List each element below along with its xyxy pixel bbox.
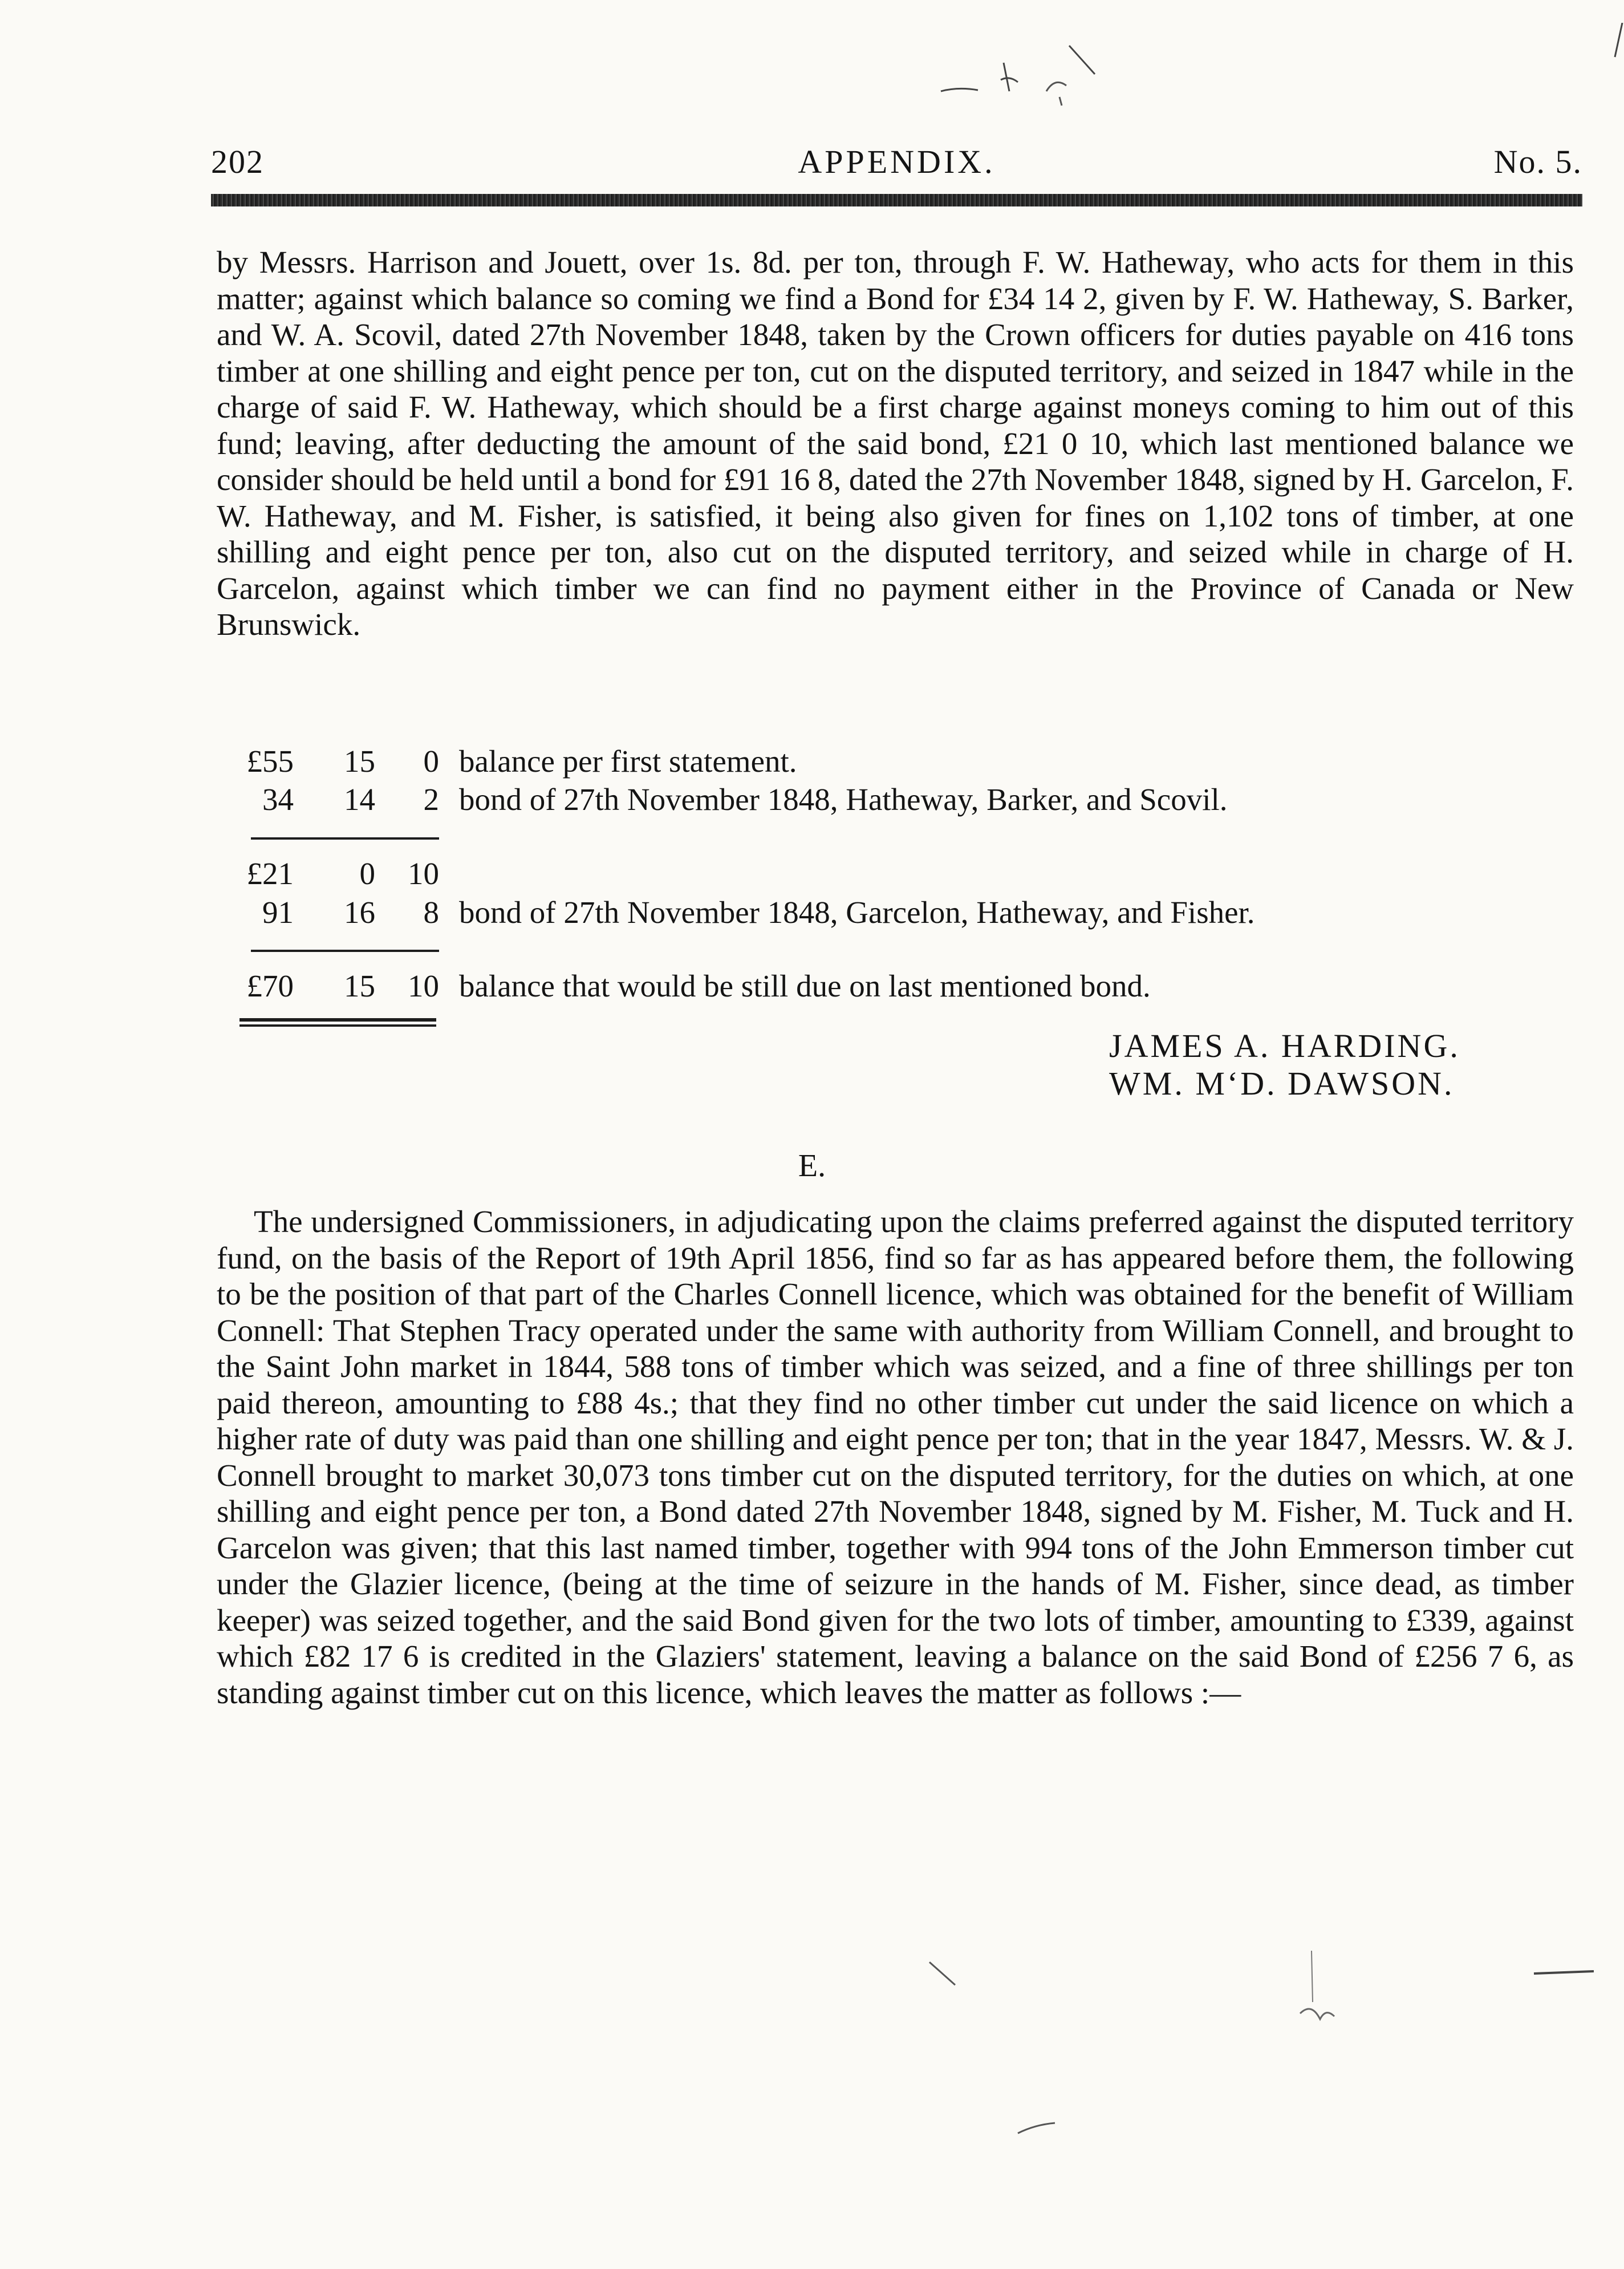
amount-shillings: 16 — [344, 895, 375, 930]
amount-pence: 8 — [423, 895, 439, 930]
page-number: 202 — [211, 143, 264, 180]
account-row — [251, 781, 1562, 818]
appendix-number: No. 5. — [1493, 143, 1582, 180]
row-description: balance per first statement. — [459, 744, 797, 779]
subtotal-rule — [251, 950, 439, 952]
amount-shillings: 0 — [359, 856, 375, 891]
amount-shillings: 14 — [344, 782, 375, 817]
running-title: APPENDIX. — [798, 143, 996, 180]
running-header — [211, 143, 1582, 188]
section-e-paragraph: The undersigned Commissioners, in adjudicating upon the claims preferred against the disputed territory fund, on the basis of the Report of 19th April 1856, find so far as has appeared before them, the following to be the position of that part of the Charles Connell licence, which was obtained for the benefit of William Connell: That Stephen Tracy operated under the same with authority from William Connell, and brought to the Saint John market in 1844, 588 tons of timber which was seized, and a fine of three shillings per ton paid thereon, amounting to £88 4s.; that they find no other timber cut under the said licence on which a higher rate of duty was paid than one shilling and eight pence per ton; that in the year 1847, Messrs. W. & J. Connell brought to market 30,073 tons timber cut on the disputed territory, for the duties on which, at one shilling and eight pence per ton, a Bond dated 27th November 1848, signed by M. Fisher, M. Tuck and H. Garcelon was given; that this last named timber, together with 994 tons of the John Emmerson timber cut under the Glazier licence, (being at the time of seizure in the hands of M. Fisher, since dead, as timber keeper) was seized together, and the said Bond given for the two lots of timber, amounting to £339, against which £82 17 6 is credited in the Glaziers' statement, leaving a balance on the said Bond of £256 7 6, as standing against timber cut on this licence, which leaves the matter as follows :— — [217, 1204, 1574, 1710]
signatory-name: WM. M‘D. DAWSON. — [1109, 1065, 1455, 1102]
account-row — [246, 856, 1562, 892]
amount-pounds: £70 — [246, 969, 294, 1003]
row-description: bond of 27th November 1848, Hatheway, Barker, and Scovil. — [459, 782, 1228, 817]
amount-pounds: £21 — [246, 856, 294, 891]
row-description: balance that would be still due on last mentioned bond. — [459, 969, 1151, 1003]
total-double-rule — [239, 1018, 436, 1022]
amount-pence: 2 — [423, 782, 439, 817]
account-row — [246, 968, 1562, 1004]
total-double-rule — [239, 1024, 436, 1027]
handwritten-marks — [924, 23, 1624, 137]
account-row — [246, 743, 1562, 780]
amount-shillings: 15 — [344, 744, 375, 779]
section-heading: E. — [798, 1148, 826, 1184]
stray-marks — [912, 1951, 1597, 2156]
amount-pence: 0 — [423, 744, 439, 779]
amount-shillings: 15 — [344, 969, 375, 1003]
amount-pounds: 34 — [262, 782, 294, 817]
account-row — [251, 894, 1562, 931]
subtotal-rule — [251, 837, 439, 840]
row-description: bond of 27th November 1848, Garcelon, Hatheway, and Fisher. — [459, 895, 1255, 930]
continued-paragraph: by Messrs. Harrison and Jouett, over 1s. 8d. per ton, through F. W. Hatheway, who acts for them in this matter; against which balance so coming we find a Bond for £34 14 2, given by F. W. Hatheway, S. Barker, and W. A. Scovil, dated 27th November 1848, taken by the Crown officers for duties payable on 416 tons timber at one shilling and eight pence per ton, cut on the disputed territory, and seized in 1847 while in the charge of said F. W. Hatheway, which should be a first charge against moneys coming to him out of this fund; leaving, after deducting the amount of the said bond, £21 0 10, which last mentioned balance we consider should be held until a bond for £91 16 8, dated the 27th November 1848, signed by H. Garcelon, F. W. Hatheway, and M. Fisher, is satisfied, it being also given for fines on 1,102 tons of timber, at one shilling and eight pence per ton, also cut on the disputed territory, and seized while in charge of H. Garcelon, against which timber we can find no payment either in the Province of Canada or New Brunswick. — [217, 245, 1574, 642]
header-rule — [211, 194, 1582, 206]
signatory-name: JAMES A. HARDING. — [1109, 1027, 1460, 1064]
amount-pence: 10 — [408, 856, 439, 891]
amount-pence: 10 — [408, 969, 439, 1003]
amount-pounds: £55 — [246, 744, 294, 779]
amount-pounds: 91 — [262, 895, 294, 930]
